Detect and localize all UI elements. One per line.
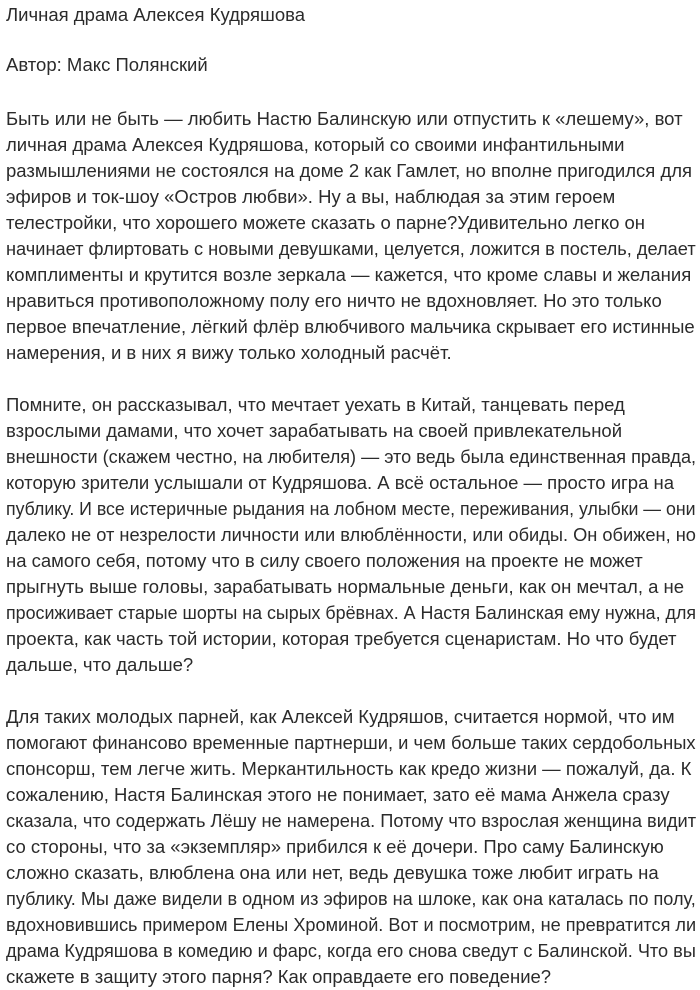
paragraph-3 <box>6 704 696 990</box>
paragraph-line: эфиров и ток-шоу «Остров любви». Ну а вы, наблюдая за этим героем <box>6 186 616 207</box>
paragraph-line: взрослыми дамами, что хочет зарабатывать на своей привлекательной <box>6 420 623 441</box>
paragraph-line: дальше, что дальше? <box>6 654 194 675</box>
paragraph-2 <box>6 392 696 678</box>
paragraph-line: Быть или не быть — любить Настю Балинскую или отпустить к «лешему», вот <box>6 108 683 129</box>
paragraph-line: публику. И все истеричные рыдания на лобном месте, переживания, улыбки — они <box>6 498 696 519</box>
paragraph-line: первое впечатление, лёгкий флёр влюбчивого мальчика скрывает его истинные <box>6 316 695 337</box>
paragraph-line: спонсорш, тем легче жить. Меркантильность как кредо жизни — пожалуй, да. К <box>6 758 692 779</box>
paragraph-line: комплименты и крутится возле зеркала — кажется, что кроме славы и желания <box>6 264 692 285</box>
paragraph-line: внешности (скажем честно, на любителя) — это ведь была единственная правда, <box>6 446 697 467</box>
article-title: Личная драма Алексея Кудряшова <box>6 4 306 25</box>
paragraph-line: сожалению, Настя Балинская этого не понимает, зато её мама Анжела сразу <box>6 784 670 805</box>
paragraph-line: сказала, что содержать Лёшу не намерена. Потому что взрослая женщина видит <box>6 810 697 831</box>
paragraph-line: проекта, как часть той истории, которая требуется сценаристам. Но что будет <box>6 628 677 649</box>
paragraph-line: размышлениями не состоялся на доме 2 как Гамлет, но вполне пригодился для <box>6 160 693 181</box>
paragraph-line: Помните, он рассказывал, что мечтает уехать в Китай, танцевать перед <box>6 394 625 415</box>
paragraph-line: скажете в защиту этого парня? Как оправдаете его поведение? <box>6 966 552 987</box>
paragraph-line: которую зрители услышали от Кудряшова. А всё остальное — просто игра на <box>6 472 675 493</box>
paragraph-line: далеко не от незрелости личности или влюблённости, или обиды. Он обижен, но <box>6 524 696 545</box>
paragraph-line: просиживает старые шорты на сырых брёвнах. А Настя Балинская ему нужна, для <box>6 602 697 623</box>
article-author: Автор: Макс Полянский <box>6 54 208 75</box>
article <box>6 0 696 990</box>
paragraph-line: нравиться противоположному полу его ничто не вдохновляет. Но это только <box>6 290 662 311</box>
paragraph-line: драма Кудряшова в комедию и фарс, когда его снова сведут с Балинской. Что вы <box>6 940 696 961</box>
paragraph-line: на самого себя, потому что в силу своего положения на проекте не может <box>6 550 643 571</box>
paragraph-line: начинает флиртовать с новыми девушками, целуется, ложится в постель, делает <box>6 238 696 259</box>
paragraph-line: прыгнуть выше головы, зарабатывать нормальные деньги, как он мечтал, а не <box>6 576 685 597</box>
paragraph-line: личная драма Алексея Кудряшова, который со своими инфантильными <box>6 134 625 155</box>
paragraph-line: сложно сказать, влюблена она или нет, ведь девушка тоже любит играть на <box>6 862 659 883</box>
paragraph-line: помогают финансово временные партнерши, и чем больше таких сердобольных <box>6 732 696 753</box>
paragraph-line: публику. Мы даже видели в одном из эфиров на шлоке, как она каталась по полу, <box>6 888 696 909</box>
paragraph-1 <box>6 106 696 366</box>
paragraph-line: Для таких молодых парней, как Алексей Кудряшов, считается нормой, что им <box>6 706 675 727</box>
paragraph-line: вдохновившись примером Елены Хроминой. Вот и посмотрим, не превратится ли <box>6 914 697 935</box>
paragraph-line: телестройки, что хорошего можете сказать о парне?Удивительно легко он <box>6 212 645 233</box>
paragraph-line: намерения, и в них я вижу только холодный расчёт. <box>6 342 452 363</box>
paragraph-line: со стороны, что за «экземпляр» прибился к её дочери. Про саму Балинскую <box>6 836 664 857</box>
